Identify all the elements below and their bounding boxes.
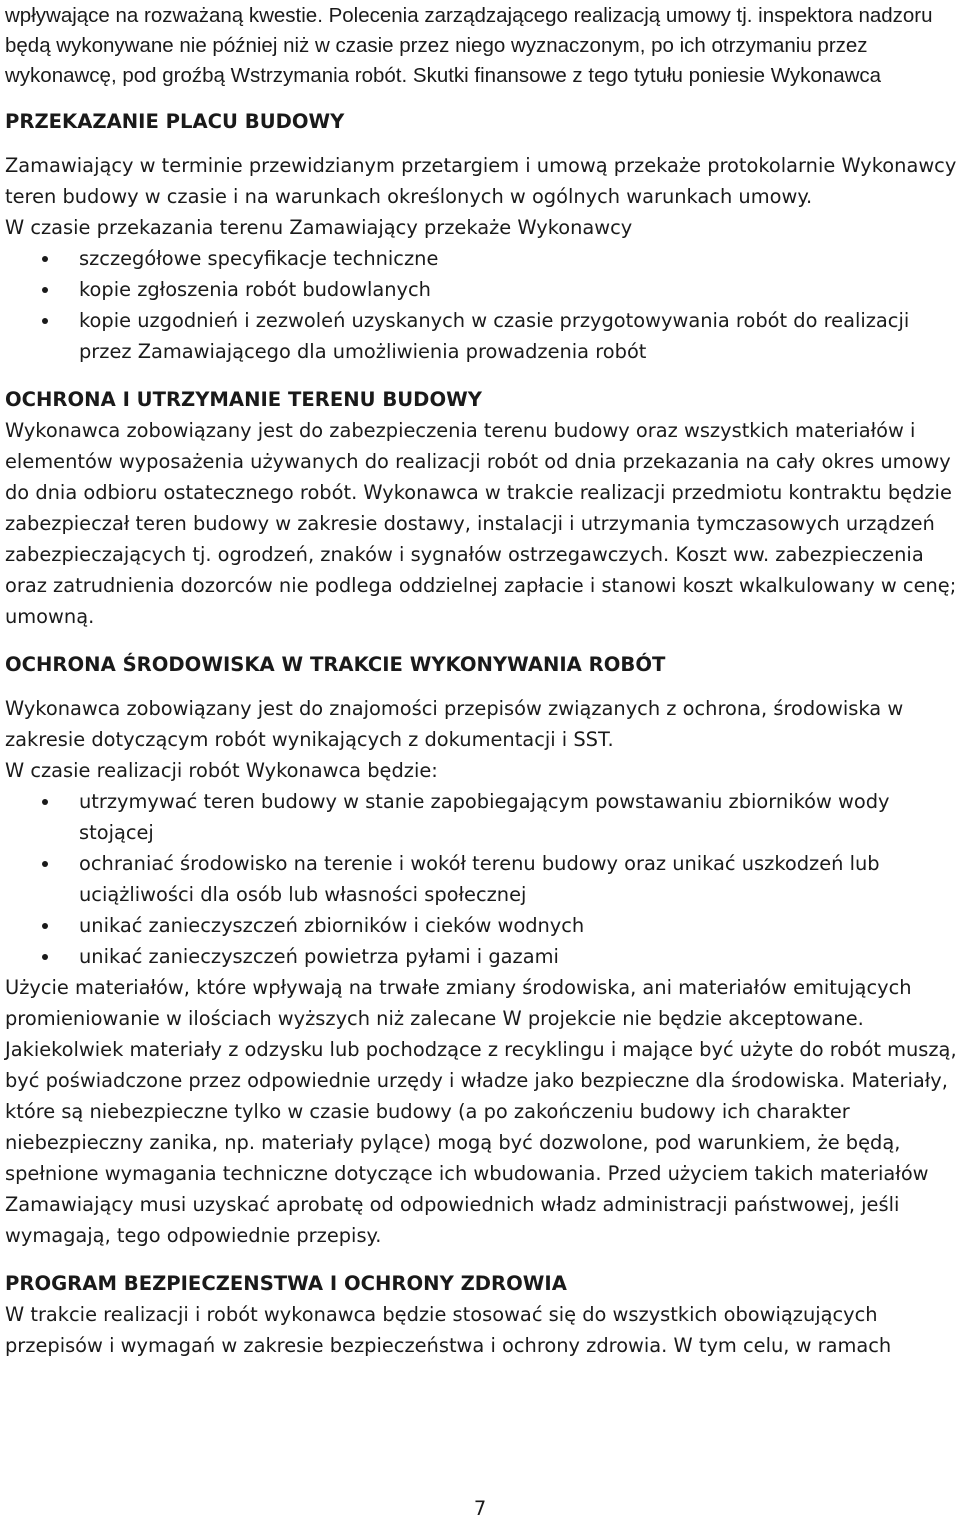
section-heading-program-bezpieczenstwa: PROGRAM BEZPIECZENSTWA I OCHRONY ZDROWIA	[5, 1272, 567, 1295]
list-item-text: szczegółowe specyfikacje techniczne	[79, 247, 439, 270]
bullet-icon	[42, 799, 48, 805]
section-heading-przekazanie: PRZEKAZANIE PLACU BUDOWY	[5, 110, 345, 133]
section-paragraph: Użycie materiałów, które wpływają na trwałe zmiany środowiska, ani materiałów emitujących promieniowanie w ilościach wyższych niż zalecane W projekcie nie będzie akceptowane. Jakiekolwiek materiały z odzysku lub pochodzące z recyklingu i mające być użyte do robót muszą, być poświadczone przez odpowiednie urzędy i władze jako bezpieczne dla środowiska. Materiały, które są niebezpieczne tylko w czasie budowy (a po zakończeniu budowy ich charakter niebezpieczny zanika, np. materiały pylące) mogą być dozwolone, pod warunkiem, że będą, spełnione wymagania techniczne dotyczące ich wbudowania. Przed użyciem takich materiałów Zamawiający musi uzyskać aprobatę od odpowiednich władz administracji państwowej, jeśli wymagają, tego odpowiednie przepisy.	[5, 976, 957, 1247]
section-paragraph: Wykonawca zobowiązany jest do zabezpieczenia terenu budowy oraz wszystkich materiałów i elementów wyposażenia używanych do realizacji robót od dnia przekazania na cały okres umowy do dnia odbioru ostatecznego robót. Wykonawca w trakcie realizacji przedmiotu kontraktu będzie zabezpieczał teren budowy w zakresie dostawy, instalacji i utrzymania tymczasowych urządzeń zabezpieczających tj. ogrodzeń, znaków i sygnałów ostrzegawczych. Koszt ww. zabezpieczenia oraz zatrudnienia dozorców nie podlega oddzielnej zapłacie i stanowi koszt wkalkulowany w cenę; umowną.	[5, 419, 957, 628]
section-heading-ochrona-srodowiska: OCHRONA ŚRODOWISKA W TRAKCIE WYKONYWANIA ROBÓT	[5, 653, 666, 676]
section-heading-ochrona-terenu: OCHRONA I UTRZYMANIE TERENU BUDOWY	[5, 388, 482, 411]
list-item	[5, 848, 957, 910]
list-item-text: ochraniać środowisko na terenie i wokół terenu budowy oraz unikać uszkodzeń lub uciążliwości dla osób lub własności społecznej	[79, 852, 880, 906]
bullet-icon	[42, 287, 48, 293]
section-paragraph: W czasie realizacji robót Wykonawca będzie:	[5, 759, 438, 782]
intro-paragraph: wpływające na rozważaną kwestie. Polecenia zarządzającego realizacją umowy tj. inspektora nadzoru będą wykonywane nie później niż w czasie przez niego wyznaczonym, po ich otrzymaniu przez wykonawcę, pod groźbą Wstrzymania robót. Skutki finansowe z tego tytułu poniesie Wykonawca	[5, 4, 933, 87]
list-item	[5, 305, 957, 367]
list-item-text: unikać zanieczyszczeń zbiorników i cieków wodnych	[79, 914, 585, 937]
bullet-list	[5, 243, 957, 367]
list-item-text: unikać zanieczyszczeń powietrza pyłami i gazami	[79, 945, 559, 968]
list-item	[5, 941, 957, 972]
bullet-icon	[42, 923, 48, 929]
section-paragraph: Zamawiający w terminie przewidzianym przetargiem i umową przekaże protokolarnie Wykonawcy teren budowy w czasie i na warunkach określonych w ogólnych warunkach umowy.	[5, 154, 957, 208]
bullet-icon	[42, 256, 48, 262]
list-item-text: kopie uzgodnień i zezwoleń uzyskanych w czasie przygotowywania robót do realizacji przez Zamawiającego dla umożliwienia prowadzenia robót	[79, 309, 910, 363]
bullet-icon	[42, 954, 48, 960]
section-paragraph: W trakcie realizacji i robót wykonawca będzie stosować się do wszystkich obowiązujących przepisów i wymagań w zakresie bezpieczeństwa i ochrony zdrowia. W tym celu, w ramach	[5, 1303, 892, 1357]
document-page	[5, 0, 957, 1361]
page-number: 7	[473, 1497, 487, 1520]
bullet-icon	[42, 318, 48, 324]
bullet-icon	[42, 861, 48, 867]
list-item-text: utrzymywać teren budowy w stanie zapobiegającym powstawaniu zbiorników wody stojącej	[79, 790, 890, 844]
bullet-list	[5, 786, 957, 972]
list-item	[5, 243, 957, 274]
section-paragraph: W czasie przekazania terenu Zamawiający przekaże Wykonawcy	[5, 216, 633, 239]
section-paragraph: Wykonawca zobowiązany jest do znajomości przepisów związanych z ochrona, środowiska w zakresie dotyczącym robót wynikających z dokumentacji i SST.	[5, 697, 904, 751]
list-item	[5, 786, 957, 848]
list-item-text: kopie zgłoszenia robót budowlanych	[79, 278, 431, 301]
list-item	[5, 910, 957, 941]
list-item	[5, 274, 957, 305]
